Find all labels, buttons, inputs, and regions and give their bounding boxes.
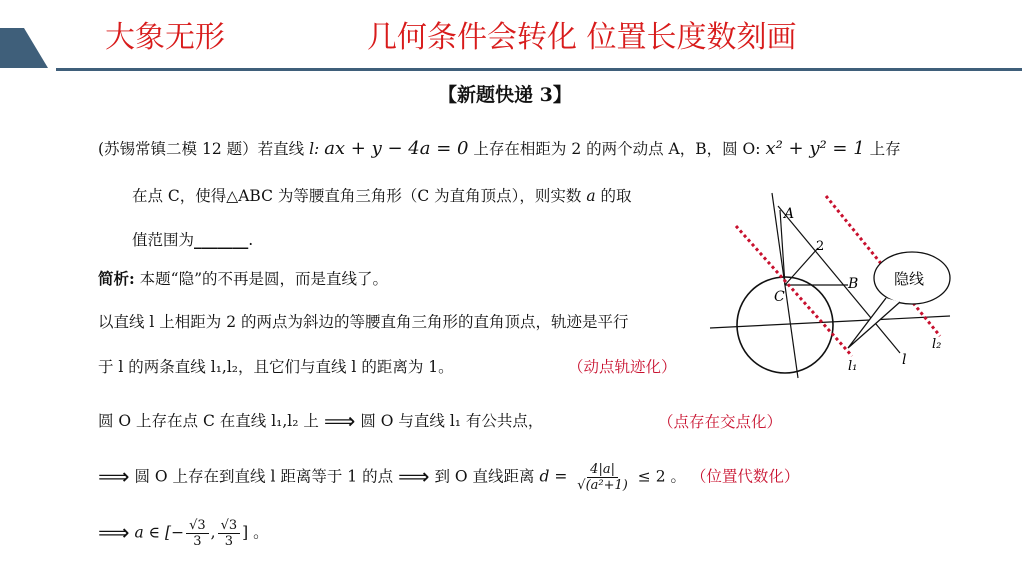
label-C: C bbox=[774, 289, 785, 305]
problem-line-1 bbox=[98, 137, 901, 159]
analysis-line-2: 以直线 l 上相距为 2 的两点为斜边的等腰直角三角形的直角顶点，轨迹是平行 bbox=[98, 313, 629, 331]
line-equation: ax + y − 4a = 0 bbox=[324, 138, 469, 159]
analysis-text-1: 本题“隐”的不再是圆，而是直线了。 bbox=[139, 270, 389, 288]
label-A: A bbox=[784, 206, 795, 222]
analysis-text-4b: 圆 O 与直线 l₁ 有公共点， bbox=[360, 412, 544, 430]
distance-fraction bbox=[574, 462, 631, 493]
label-B: B bbox=[848, 276, 859, 292]
header-title-left: 大象无形 bbox=[105, 20, 225, 55]
analysis-line-3: 于 l 的两条直线 l₁,l₂，且它们与直线 l 的距离为 1。 bbox=[98, 358, 454, 376]
result-fraction-right bbox=[218, 518, 241, 549]
label-l2: l₂ bbox=[932, 337, 942, 352]
callout-pointer bbox=[848, 298, 900, 348]
analysis-line-6 bbox=[98, 518, 269, 549]
frac-num-left: √3 bbox=[186, 518, 209, 534]
horizontal-line bbox=[710, 316, 950, 328]
label-2: 2 bbox=[816, 239, 825, 254]
geometry-figure bbox=[700, 188, 960, 388]
problem-source: (苏锡常镇二模 12 题）若直线 bbox=[98, 140, 305, 158]
header-corner-shape bbox=[0, 28, 50, 70]
frac-num-right: √3 bbox=[218, 518, 241, 534]
variable-a: a bbox=[586, 187, 596, 205]
problem-text-2-end: 的取 bbox=[600, 187, 632, 205]
line-l-label: l: bbox=[309, 140, 320, 158]
implies-arrow-icon: ⟹ bbox=[98, 521, 130, 546]
note-algebraic: （位置代数化） bbox=[690, 467, 800, 486]
implies-arrow-icon: ⟹ bbox=[98, 465, 130, 490]
result-fraction-left bbox=[186, 518, 209, 549]
header-rule bbox=[56, 68, 1022, 71]
implies-arrow-icon: ⟹ bbox=[398, 465, 430, 490]
note-intersection: （点存在交点化） bbox=[658, 413, 783, 431]
frac-den-left: 3 bbox=[193, 534, 202, 549]
problem-line-3 bbox=[132, 228, 253, 250]
analysis-label: 简析: bbox=[98, 269, 135, 288]
problem-text-1-end: 上存 bbox=[869, 140, 901, 158]
circle-equation: x² + y² = 1 bbox=[765, 138, 865, 159]
note-trajectory: （动点轨迹化） bbox=[568, 358, 677, 376]
analysis-line-1 bbox=[98, 267, 388, 289]
inequality-end: ≤ 2 。 bbox=[637, 467, 686, 486]
analysis-line-4 bbox=[98, 409, 543, 435]
problem-text-2: 在点 C，使得△ABC 为等腰直角三角形（C 为直角顶点），则实数 bbox=[132, 187, 582, 205]
result-start: a ∈ [− bbox=[134, 523, 185, 542]
circle-O bbox=[737, 277, 833, 373]
result-comma: , bbox=[210, 523, 216, 542]
frac-den-right: 3 bbox=[224, 534, 234, 549]
distance-d: d = bbox=[539, 467, 568, 486]
problem-text-3-end: . bbox=[248, 231, 254, 249]
label-l1: l₁ bbox=[848, 359, 858, 374]
analysis-text-5b: 到 O 直线距离 bbox=[434, 467, 535, 486]
section-subtitle: 【新题快递 3】 bbox=[438, 84, 572, 106]
header-title-right: 几何条件会转化 位置长度数刻画 bbox=[367, 20, 797, 55]
result-end: ] 。 bbox=[242, 523, 269, 542]
fraction-numerator: 4|a| bbox=[587, 462, 618, 478]
label-callout: 隐线 bbox=[894, 270, 925, 288]
analysis-line-5 bbox=[98, 462, 799, 493]
analysis-text-4: 圆 O 上存在点 C 在直线 l₁,l₂ 上 bbox=[98, 412, 319, 430]
problem-line-2 bbox=[132, 184, 632, 206]
fraction-denominator: √(a²+1) bbox=[577, 478, 628, 493]
implies-arrow-icon: ⟹ bbox=[323, 409, 356, 435]
answer-blank: _______ bbox=[194, 230, 249, 249]
problem-text-3: 值范围为 bbox=[132, 231, 195, 249]
analysis-text-5a: 圆 O 上存在到直线 l 距离等于 1 的点 bbox=[134, 467, 394, 486]
line-l1 bbox=[736, 226, 852, 356]
label-l: l bbox=[902, 352, 907, 368]
problem-text-1: 上存在相距为 2 的两个动点 A，B，圆 O: bbox=[473, 140, 761, 158]
